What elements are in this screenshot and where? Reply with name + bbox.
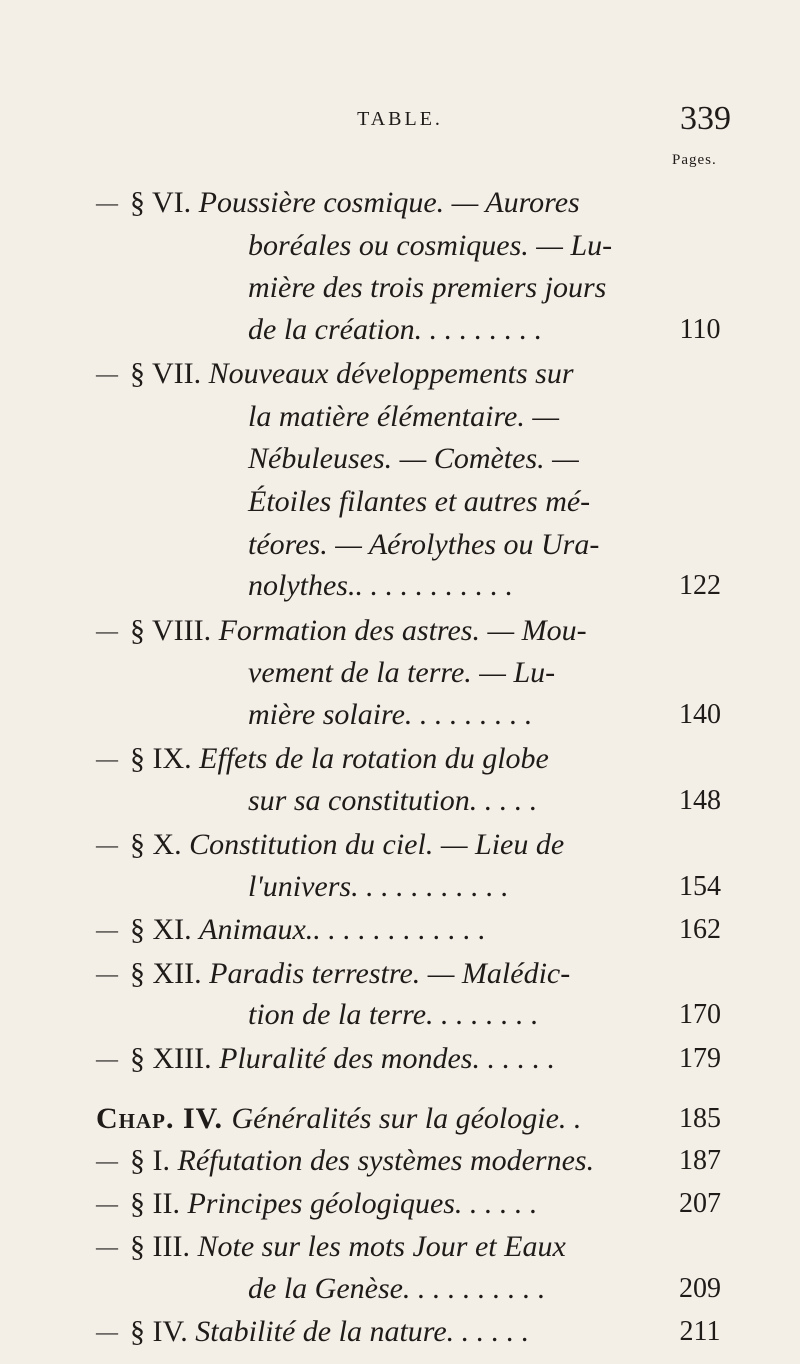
entry-dash: — [96,1046,118,1071]
section-title-line: Principes géologiques. . . . . . [187,1187,538,1220]
page-reference: 162 [679,914,721,945]
section-number: § X. [130,828,190,861]
section-title-line: Étoiles filantes et autres mé- [248,485,591,518]
page-reference: 122 [679,570,721,601]
page-reference: 154 [679,871,721,902]
section-number: § XII. [130,957,210,990]
section-title-line: nolythes.. . . . . . . . . . . [248,569,513,602]
section-number: § XI. [130,913,200,946]
toc-line [248,781,537,821]
section-title-line: la matière élémentaire. — [248,400,560,433]
section-number: § VII. [130,357,209,390]
toc-line [248,525,599,565]
toc-line [248,867,509,907]
toc-line [248,482,590,522]
toc-line [96,825,565,865]
section-number: § VIII. [130,614,219,647]
page-reference: 110 [679,314,721,345]
toc-line [248,995,539,1035]
entry-dash: — [96,746,118,771]
entry-dash: — [96,832,118,857]
page-reference: 185 [679,1103,721,1134]
page-reference: 209 [679,1273,721,1304]
section-number: § IV. [130,1315,196,1348]
toc-line [96,739,549,779]
section-title-line: boréales ou cosmiques. — Lu- [248,229,613,262]
page-reference: 207 [679,1188,721,1219]
toc-line [96,354,574,394]
section-title-line: de la création. . . . . . . . . [248,313,543,346]
section-title-line: sur sa constitution. . . . . [248,784,538,817]
section-number: § II. [130,1187,188,1220]
section-title-line: Nébuleuses. — Comètes. — [248,442,579,475]
section-title-line: Poussière cosmique. — Aurores [198,186,580,219]
toc-line [248,439,579,479]
toc-line [248,653,555,693]
entry-dash: — [96,917,118,942]
section-title-line: l'univers. . . . . . . . . . . [248,870,509,903]
toc-line [248,226,612,266]
section-title-line: Réfutation des systèmes modernes. [177,1144,595,1177]
entry-dash: — [96,618,118,643]
toc-line [248,1269,545,1309]
entry-dash: — [96,1191,118,1216]
page-reference: 211 [679,1316,721,1347]
section-number: § IX. [130,742,200,775]
section-title-line: Nouveaux développements sur [208,357,574,390]
section-number: § III. [130,1230,198,1263]
section-number: § XIII. [130,1042,220,1075]
section-title-line: vement de la terre. — Lu- [248,656,556,689]
toc-line [96,1039,555,1079]
section-number: § I. [130,1144,178,1177]
section-number: § VI. [130,186,199,219]
section-number: Chap. IV. [96,1102,232,1135]
toc-line [96,611,587,651]
section-title-line: Pluralité des mondes. . . . . . [219,1042,555,1075]
section-title-line: tion de la terre. . . . . . . . [248,998,539,1031]
page-reference: 179 [679,1043,721,1074]
toc-line [248,566,513,606]
toc-line [96,1227,566,1267]
page-reference: 148 [679,785,721,816]
toc-line [248,397,559,437]
section-title-line: Note sur les mots Jour et Eaux [197,1230,566,1263]
section-title-line: Constitution du ciel. — Lieu de [189,828,565,861]
toc-line [96,1141,595,1181]
section-title-line: mière des trois premiers jours [248,271,607,304]
section-title-line: Animaux.. . . . . . . . . . . . [199,913,486,946]
entry-dash: — [96,1234,118,1259]
toc-line [96,954,571,994]
section-title-line: Paradis terrestre. — Malédic- [209,957,571,990]
toc-line [248,310,542,350]
toc-line [96,1099,581,1139]
section-title-line: Formation des astres. — Mou- [218,614,587,647]
page-number: 339 [680,100,731,137]
page-reference: 140 [679,699,721,730]
entry-dash: — [96,961,118,986]
page-reference: 187 [679,1145,721,1176]
page-reference: 170 [679,999,721,1030]
entry-dash: — [96,1148,118,1173]
entry-dash: — [96,190,118,215]
toc-line [96,910,486,950]
entry-dash: — [96,1319,118,1344]
section-title-line: Généralités sur la géologie. . [231,1102,582,1135]
section-title-line: Stabilité de la nature. . . . . . [195,1315,530,1348]
pages-column-label: Pages. [672,152,717,168]
section-title-line: Effets de la rotation du globe [199,742,549,775]
toc-line [96,1312,530,1352]
section-title-line: téores. — Aérolythes ou Ura- [248,528,600,561]
section-title-line: de la Genèse. . . . . . . . . . [248,1272,546,1305]
toc-line [96,183,580,223]
entry-dash: — [96,361,118,386]
section-title-line: mière solaire. . . . . . . . . [248,698,533,731]
toc-line [248,695,532,735]
toc-line [248,268,606,308]
running-title: TABLE. [357,108,443,130]
toc-line [96,1184,538,1224]
